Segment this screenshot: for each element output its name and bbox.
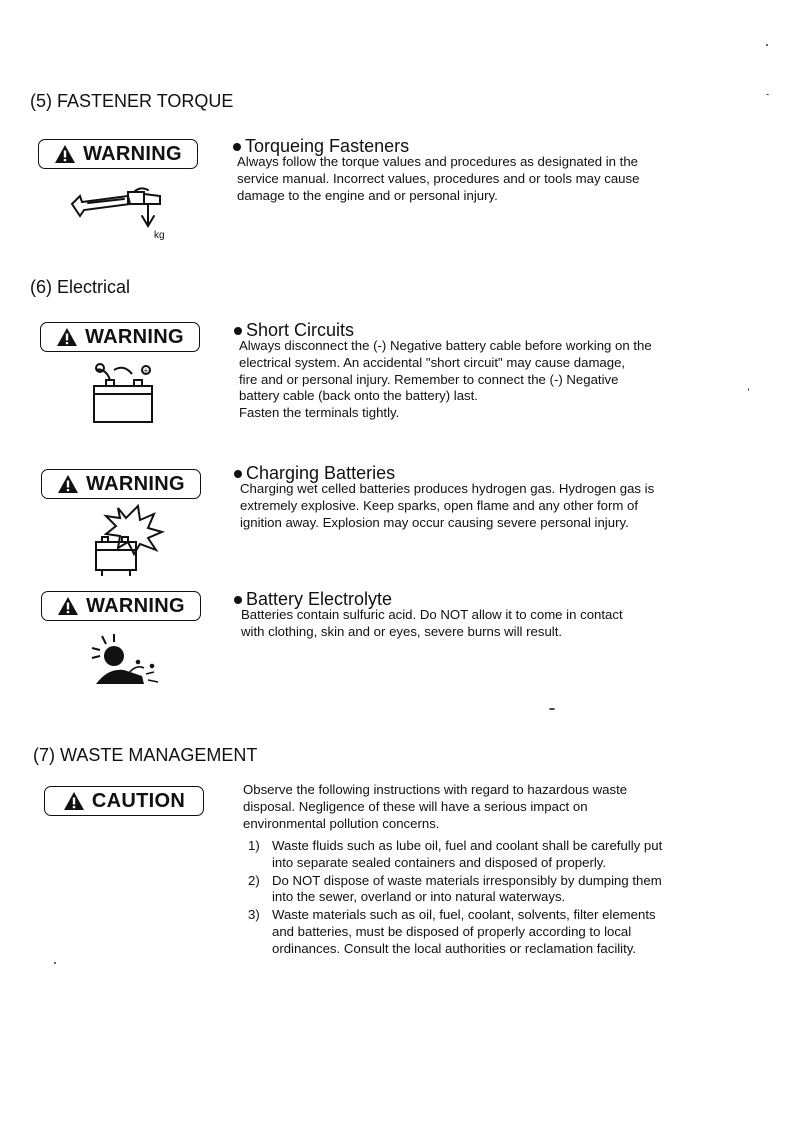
caution-badge-label: CAUTION: [91, 789, 186, 812]
warning-badge-short-circuits: [40, 322, 200, 352]
body-line: battery cable (back onto the battery) last.: [239, 388, 478, 404]
torque-unit-label: kg: [154, 230, 165, 241]
warning-badge-label: WARNING: [85, 325, 184, 348]
torque-wrench-icon: [68, 182, 178, 242]
warning-badge-label: WARNING: [83, 142, 182, 165]
body-line: Always follow the torque values and procedures as designated in the: [237, 154, 639, 169]
acid-splash-icon: [88, 634, 164, 690]
warning-badge-charging-batteries: [41, 469, 201, 499]
waste-instructions-list: [248, 838, 662, 959]
body-line: service manual. Incorrect values, procedures and or tools may cause: [237, 170, 640, 186]
body-line: extremely explosive. Keep sparks, open flame and any other form of: [240, 497, 639, 513]
warning-triangle-icon: [56, 327, 78, 347]
bullet-icon: [233, 143, 241, 151]
scan-speck: [54, 962, 56, 964]
torque-body-text: [237, 154, 639, 204]
battery-terminals-icon: [84, 360, 164, 430]
warning-badge-battery-electrolyte: [41, 591, 201, 621]
warning-badge-label: WARNING: [86, 472, 185, 495]
heading-text: Torqueing Fasteners: [245, 136, 410, 156]
body-line: with clothing, skin and or eyes, severe burns will result.: [241, 623, 563, 639]
body-line: damage to the engine and or personal injury.: [237, 187, 498, 203]
scan-speck: [766, 44, 768, 46]
warning-badge-label: WARNING: [86, 594, 185, 617]
body-line: electrical system. An accidental "short circuit" may cause damage,: [239, 354, 626, 370]
list-line: Waste materials such as oil, fuel, coolant, solvents, filter elements: [272, 907, 656, 923]
list-line: and batteries, must be disposed of properly according to local: [272, 923, 632, 939]
body-line: fire and or personal injury. Remember to connect the (-) Negative: [239, 371, 619, 387]
section-title-fastener-torque: (5) FASTENER TORQUE: [30, 91, 234, 111]
body-line: environmental pollution concerns.: [243, 815, 440, 831]
body-line: disposal. Negligence of these will have a serious impact on: [243, 798, 588, 814]
heading-text: Charging Batteries: [246, 463, 396, 483]
list-line: into separate sealed containers and disposed of properly.: [272, 854, 607, 870]
warning-triangle-icon: [57, 474, 79, 494]
charging-batteries-body-text: [240, 481, 654, 531]
list-number: 3): [248, 907, 260, 923]
heading-text: Battery Electrolyte: [246, 589, 393, 609]
list-line: into the sewer, overland or into natural waterways.: [272, 889, 566, 905]
warning-triangle-icon: [57, 596, 79, 616]
body-line: Charging wet celled batteries produces hydrogen gas. Hydrogen gas is: [240, 481, 655, 496]
list-number: 2): [248, 872, 260, 888]
bullet-icon: [234, 327, 242, 335]
body-line: ignition away. Explosion may occur causing severe personal injury.: [240, 514, 629, 530]
list-number: 1): [248, 838, 260, 853]
warning-triangle-icon: [63, 791, 85, 811]
bullet-icon: [234, 470, 242, 478]
body-line: Always disconnect the (-) Negative battery cable before working on the: [239, 338, 652, 353]
body-line: Observe the following instructions with regard to hazardous waste: [243, 782, 628, 797]
heading-text: Short Circuits: [246, 320, 355, 340]
body-line: Batteries contain sulfuric acid. Do NOT allow it to come in contact: [241, 607, 623, 622]
scan-speck: [748, 388, 749, 391]
scan-speck: [766, 94, 769, 95]
list-line: Do NOT dispose of waste materials irresponsibly by dumping them: [272, 872, 662, 888]
short-circuits-body-text: [239, 338, 652, 422]
svg-text:+: +: [143, 367, 149, 375]
body-line: Fasten the terminals tightly.: [239, 405, 400, 421]
section-title-electrical: (6) Electrical: [30, 277, 131, 297]
warning-badge-torque: [38, 139, 198, 169]
section-title-waste-management: (7) WASTE MANAGEMENT: [33, 745, 258, 765]
list-item: [248, 838, 662, 872]
list-item: [248, 873, 662, 907]
caution-badge-waste: [44, 786, 204, 816]
warning-triangle-icon: [54, 144, 76, 164]
bullet-icon: [234, 596, 242, 604]
battery-explosion-icon: [88, 504, 168, 578]
scan-speck: [549, 708, 555, 710]
svg-text:−: −: [96, 365, 102, 373]
waste-intro-text: [243, 782, 627, 832]
list-line: ordinances. Consult the local authorities or reclamation facility.: [272, 940, 637, 956]
list-item: [248, 907, 662, 957]
list-line: Waste fluids such as lube oil, fuel and coolant shall be carefully put: [272, 838, 663, 853]
battery-electrolyte-body-text: [241, 607, 623, 641]
